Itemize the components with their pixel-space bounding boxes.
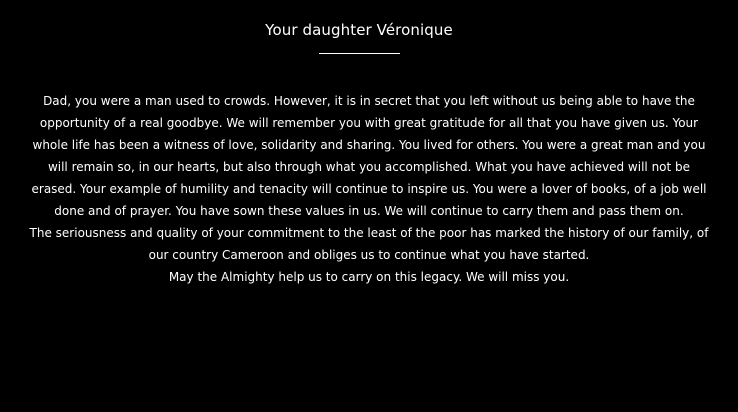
tribute-author-title: Your daughter Véronique — [265, 21, 453, 39]
tribute-paragraph-2: The seriousness and quality of your commitment to the least of the poor has marked the history of our family, of our country Cameroon and obliges us to continue what you have started. — [29, 226, 709, 262]
title-divider — [319, 53, 400, 54]
tribute-paragraph-1: Dad, you were a man used to crowds. However, it is in secret that you left without us being able to have the opportunity of a real goodbye. We will remember you with great gratitude for all that you have given us. Your whole life has been a witness of love, solidarity and sharing. You lived for others. You were a great man and you will remain so, in our hearts, but also through what you accomplished. What you have achieved will not be erased. Your example of humility and tenacity will continue to inspire us. You were a lover of books, of a job well done and of prayer. You have sown these values in us. We will continue to carry them and pass them on. — [31, 94, 707, 218]
tribute-message — [28, 90, 710, 288]
tribute-paragraph-3: May the Almighty help us to carry on this legacy. We will miss you. — [168, 270, 570, 284]
